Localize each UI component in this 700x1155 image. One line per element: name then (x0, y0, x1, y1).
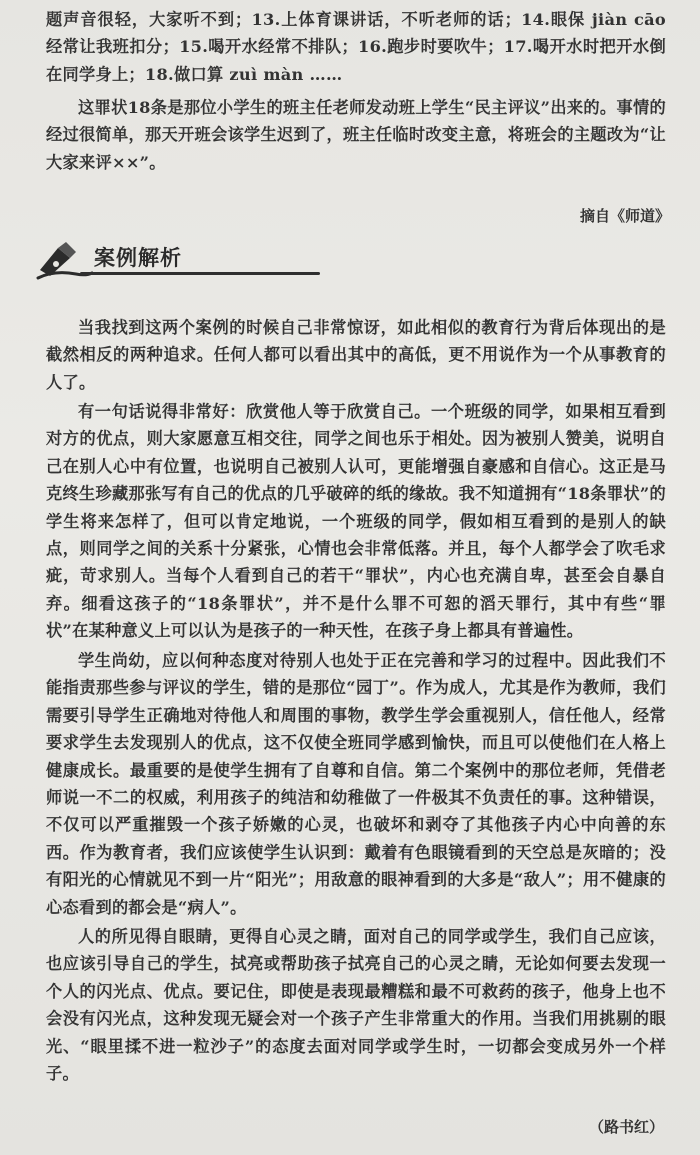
source-citation: 摘自《师道》 (579, 207, 670, 225)
paragraph-crime-origin: 这罪状18条是那位小学生的班主任老师发动班上学生“民主评议”出来的。事情的经过很简单，那天开班会该学生迟到了，班主任临时改变主意，将班会的主题改为“让大家来评××”。 (46, 98, 666, 172)
section-title-underline (80, 272, 320, 275)
paragraph-heart-eye: 人的所见得自眼睛，更得自心灵之睛，面对自己的同学或学生，我们自己应该，也应该引导自己的学生，拭亮或帮助孩子拭亮自己的心灵之睛，无论如何要去发现一个人的闪光点、优点。要记住，即使是表现最糟糕和最不可救药的孩子，他身上也不会没有闪光点，这种发现无疑会对一个孩子产生非常重大的作用。当我们用挑剔的眼光、“眼里揉不进一粒沙子”的态度去面对同学或学生时，一切都会变成另外一个样子。 (46, 927, 666, 1084)
author-signature: （路书红） (588, 1118, 664, 1136)
section-header (36, 238, 366, 282)
paragraph-appreciation: 有一句话说得非常好：欣赏他人等于欣赏自己。一个班级的同学，如果相互看到对方的优点，则大家愿意互相交往，同学之间也乐于相处。因为被别人赞美，说明自己在别人心中有位置，也说明自己被别人认可，更能增强自豪感和自信心。这正是马克终生珍藏那张写有自己的优点的几乎破碎的纸的缘故。我不知道拥有“18条罪状”的学生将来怎样了，但可以肯定地说，一个班级的同学，假如相互看到的是别人的缺点，则同学之间的关系十分紧张，心情也会非常低落。并且，每个人都学会了吹毛求疵，苛求别人。当每个人看到自己的若干“罪状”，内心也充满自卑，甚至会自暴自弃。细看这孩子的“18条罪状”，并不是什么罪不可恕的滔天罪行，其中有些“罪状”在某种意义上可以认为是孩子的一种天性，在孩子身上都具有普遍性。 (46, 402, 666, 641)
section-title: 案例解析 (94, 246, 182, 270)
paragraph-teacher-role: 学生尚幼，应以何种态度对待别人也处于正在完善和学习的过程中。因此我们不能指责那些参与评议的学生，错的是那位“园丁”。作为成人，尤其是作为教师，我们需要引导学生正确地对待他人和周围的事物，教学生学会重视别人，信任他人，经常要求学生去发现别人的优点，这不仅使全班同学感到愉快，而且可以使他们在人格上健康成长。最重要的是使学生拥有了自尊和自信。第二个案例中的那位老师，凭借老师说一不二的权威，利用孩子的纯洁和幼稚做了一件极其不负责任的事。这种错误，不仅可以严重摧毁一个孩子娇嫩的心灵，也破坏和剥夺了其他孩子内心中向善的东西。作为教育者，我们应该使学生认识到：戴着有色眼镜看到的天空总是灰暗的；没有阳光的心情就见不到一片“阳光”；用敌意的眼神看到的大多是“敌人”；用不健康的心态看到的都会是“病人”。 (46, 651, 666, 917)
paragraph-analysis-intro: 当我找到这两个案例的时候自己非常惊讶，如此相似的教育行为背后体现出的是截然相反的两种追求。任何人都可以看出其中的高低，更不用说作为一个从事教育的人了。 (46, 318, 666, 392)
paragraph-crime-list-end: 题声音很轻，大家听不到；13.上体育课讲话，不听老师的话；14.眼保 jiàn cāo 经常让我班扣分；15.喝开水经常不排队；16.跑步时要吹牛；17.喝开水时把开水倒在同学身上；18.做口算 zuì màn …… (46, 10, 666, 84)
